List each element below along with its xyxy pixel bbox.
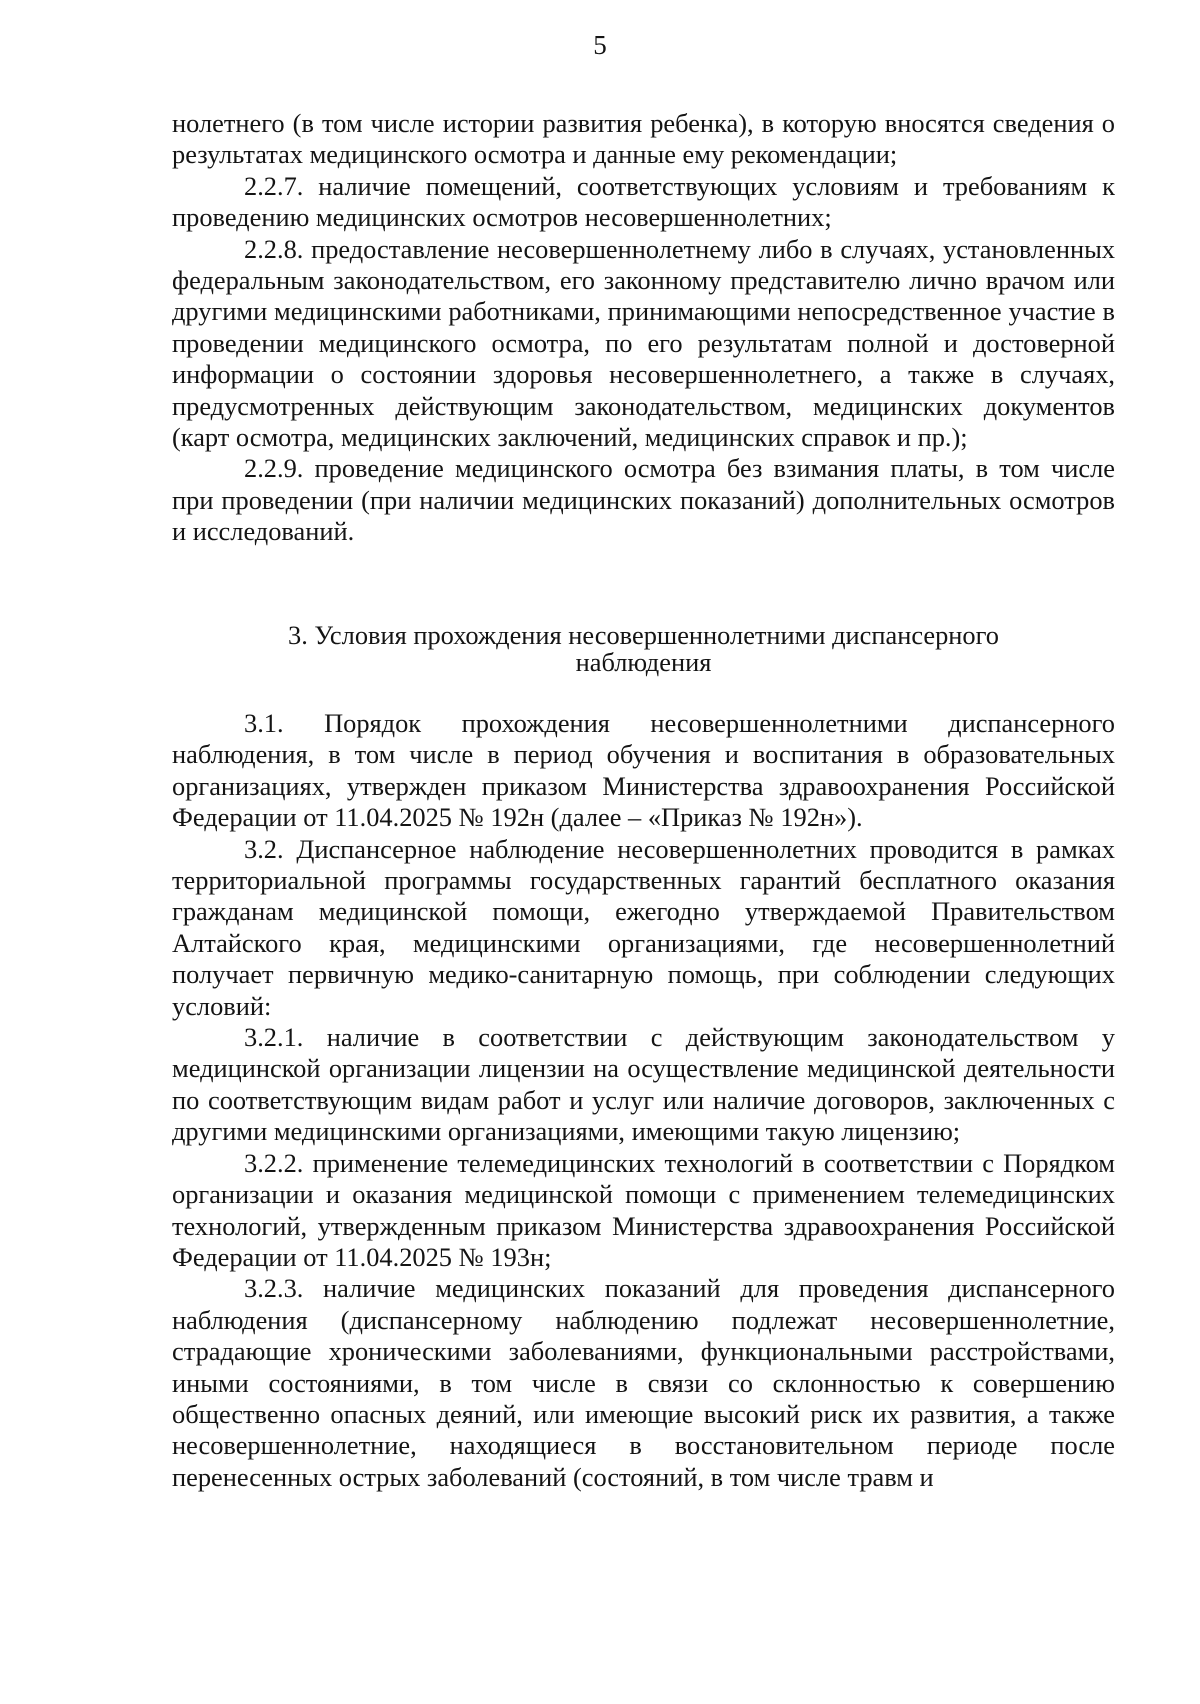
section-text-block: [172, 708, 1115, 1493]
page-number: 5: [593, 30, 607, 60]
paragraph-3-2-1: 3.2.1. наличие в соответствии с действующим законодательством у медицинской организации лицензии на осуществление медицинской деятельности по соответствующим видам работ и услуг или наличие договоров, заключенных с другими медицинскими организациями, имеющими такую лицензию;: [172, 1022, 1115, 1147]
top-text-block: [172, 108, 1115, 548]
paragraph-3-1: 3.1. Порядок прохождения несовершеннолетними диспансерного наблюдения, в том числе в период обучения и воспитания в образовательных организациях, утвержден приказом Министерства здравоохранения Российской Федерации от 11.04.2025 № 192н (далее – «Приказ № 192н»).: [172, 708, 1115, 833]
section-heading: [172, 622, 1115, 676]
paragraph-2-2-8: 2.2.8. предоставление несовершеннолетнему либо в случаях, установленных федеральным законодательством, его законному представителю лично врачом или другими медицинскими работниками, принимающими непосредственное участие в проведении медицинского осмотра, по его результатам полной и достоверной информации о состоянии здоровья несовершеннолетнего, а также в случаях, предусмотренных действующим законодательством, медицинских документов (карт осмотра, медицинских заключений, медицинских справок и пр.);: [172, 233, 1115, 453]
paragraph-3-2-2: 3.2.2. применение телемедицинских технологий в соответствии с Порядком организации и оказания медицинской помощи с применением телемедицинских технологий, утвержденным приказом Министерства здравоохранения Российской Федерации от 11.04.2025 № 193н;: [172, 1147, 1115, 1272]
section-heading-line-1: 3. Условия прохождения несовершеннолетними диспансерного: [288, 620, 999, 650]
paragraph-3-2: 3.2. Диспансерное наблюдение несовершеннолетних проводится в рамках территориальной программы государственных гарантий бесплатного оказания гражданам медицинской помощи, ежегодно утверждаемой Правительством Алтайского края, медицинскими организациями, где несовершеннолетний получает первичную медико-санитарную помощь, при соблюдении следующих условий:: [172, 833, 1115, 1021]
paragraph-3-2-3: 3.2.3. наличие медицинских показаний для проведения диспансерного наблюдения (диспансерному наблюдению подлежат несовершеннолетние, страдающие хроническими заболеваниями, функциональными расстройствами, иными состояниями, в том числе в связи со склонностью к совершению общественно опасных деяний, или имеющие высокий риск их развития, а также несовершеннолетние, находящиеся в восстановительном периоде после перенесенных острых заболеваний (состояний, в том числе травм и: [172, 1273, 1115, 1492]
paragraph-continuation: нолетнего (в том числе истории развития ребенка), в которую вносятся сведения о результатах медицинского осмотра и данные ему рекомендации;: [172, 108, 1115, 170]
paragraph-2-2-7: 2.2.7. наличие помещений, соответствующих условиям и требованиям к проведению медицинских осмотров несовершеннолетних;: [172, 170, 1115, 233]
paragraph-2-2-9: 2.2.9. проведение медицинского осмотра без взимания платы, в том числе при проведении (при наличии медицинских показаний) дополнительных осмотров и исследований.: [172, 453, 1115, 547]
section-heading-line-2: наблюдения: [575, 647, 712, 677]
